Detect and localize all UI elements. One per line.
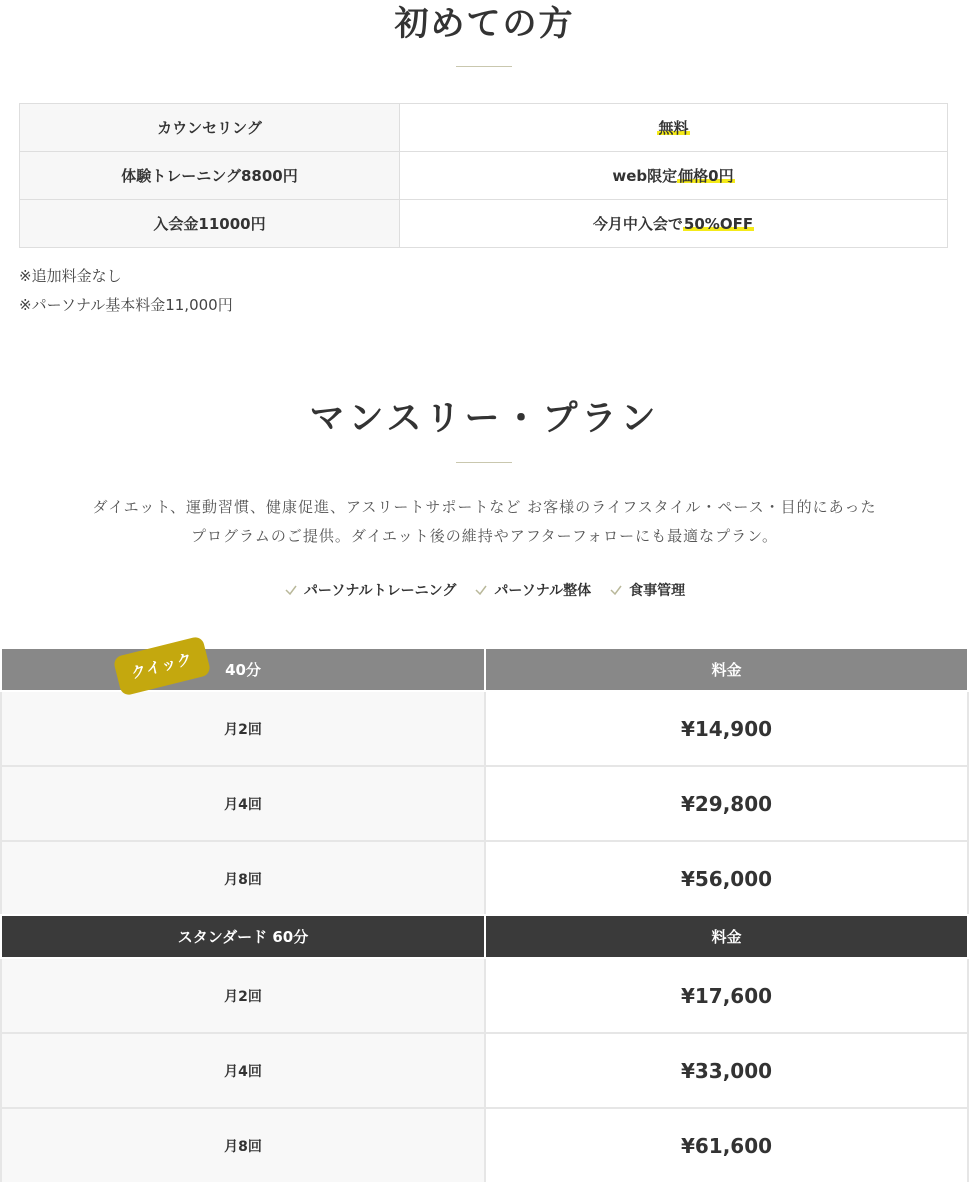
- feature-label: 食事管理: [629, 583, 686, 599]
- feature-item: [284, 580, 456, 600]
- feature-item: [609, 580, 685, 600]
- value-plain: 今月中入会で: [592, 215, 683, 233]
- price-cell: ¥14,900: [485, 691, 968, 766]
- price-cell: ¥61,600: [485, 1108, 968, 1182]
- feature-item: [474, 580, 591, 600]
- price-cell: ¥33,000: [485, 1033, 968, 1108]
- table-row: [1, 1108, 968, 1182]
- check-icon: [474, 583, 488, 597]
- title-divider: [456, 66, 512, 67]
- price-cell: ¥17,600: [485, 958, 968, 1033]
- table-row: [20, 152, 948, 200]
- value-highlight: 価格0円: [678, 167, 734, 185]
- counseling-value: [400, 104, 948, 152]
- quick-badge: クイック: [113, 635, 212, 696]
- plan-description-line: ダイエット、運動習慣、健康促進、アスリートサポートなど お客様のライフスタイル・ペース・目的にあった: [92, 498, 877, 516]
- table-row: [1, 766, 968, 841]
- frequency-cell: 月4回: [1, 766, 485, 841]
- feature-label: パーソナル整体: [494, 583, 592, 599]
- table-row: [20, 104, 948, 152]
- plan-duration-header: 40分: [1, 648, 485, 691]
- note-no-extra-fee: ※追加料金なし: [19, 267, 122, 285]
- first-time-table: [19, 103, 948, 248]
- value-highlight: 無料: [658, 119, 689, 137]
- feature-label: パーソナルトレーニング: [303, 583, 457, 599]
- plan-header-row: [1, 915, 968, 958]
- check-icon: [609, 583, 623, 597]
- table-row: [20, 200, 948, 248]
- standard-plan-table: [0, 914, 969, 1182]
- price-cell: ¥29,800: [485, 766, 968, 841]
- frequency-cell: 月2回: [1, 958, 485, 1033]
- price-cell: ¥56,000: [485, 841, 968, 916]
- plan-duration-header: スタンダード 60分: [1, 915, 485, 958]
- frequency-cell: 月8回: [1, 841, 485, 916]
- monthly-plan-title: マンスリー・プラン: [309, 399, 660, 439]
- admission-fee-value: [400, 200, 948, 248]
- table-row: [1, 691, 968, 766]
- feature-list: [0, 580, 969, 600]
- frequency-cell: 月8回: [1, 1108, 485, 1182]
- title-divider: [456, 462, 512, 463]
- trial-training-label: 体験トレーニング8800円: [20, 152, 400, 200]
- price-header: 料金: [485, 648, 968, 691]
- value-plain: web限定: [612, 167, 678, 185]
- check-icon: [284, 583, 298, 597]
- frequency-cell: 月4回: [1, 1033, 485, 1108]
- frequency-cell: 月2回: [1, 691, 485, 766]
- admission-fee-label: 入会金11000円: [20, 200, 400, 248]
- first-time-title: 初めての方: [394, 4, 575, 44]
- trial-training-value: [400, 152, 948, 200]
- table-row: [1, 841, 968, 916]
- table-row: [1, 958, 968, 1033]
- counseling-label: カウンセリング: [20, 104, 400, 152]
- note-base-fee: ※パーソナル基本料金11,000円: [19, 296, 233, 314]
- plan-description-line: プログラムのご提供。ダイエット後の維持やアフターフォローにも最適なプラン。: [191, 527, 778, 545]
- table-row: [1, 1033, 968, 1108]
- price-header: 料金: [485, 915, 968, 958]
- value-highlight: 50%OFF: [683, 215, 754, 233]
